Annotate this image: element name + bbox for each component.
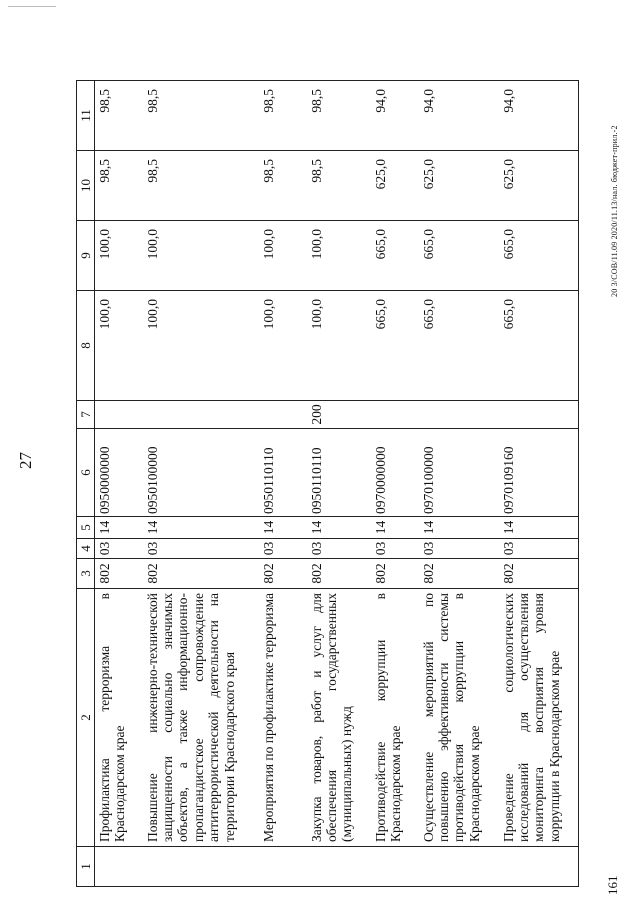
col-header-11: 11 — [77, 81, 95, 151]
cell-c3: 802 — [95, 559, 143, 589]
row-name: Мероприятия по профилактике терроризма — [259, 589, 307, 847]
cell-c11: 98,5 — [307, 81, 371, 151]
cell-c4: 03 — [371, 539, 419, 559]
col-header-2: 2 — [77, 589, 95, 847]
cell-c3: 802 — [419, 559, 499, 589]
col-1-cell — [307, 847, 371, 887]
row-name: Противодействие коррупции в Краснодарском крае — [371, 589, 419, 847]
cell-c11: 94,0 — [419, 81, 499, 151]
table-row — [259, 81, 307, 887]
cell-c11: 98,5 — [143, 81, 259, 151]
cell-c9: 665,0 — [371, 221, 419, 291]
cell-c10: 625,0 — [419, 151, 499, 221]
cell-c9: 665,0 — [419, 221, 499, 291]
table-row — [371, 81, 419, 887]
cell-c10: 98,5 — [259, 151, 307, 221]
row-name: Осуществление мероприятий по повышению эффективности системы противодействия коррупции в Краснодарском крае — [419, 589, 499, 847]
table-row — [95, 81, 143, 887]
cell-c10: 98,5 — [95, 151, 143, 221]
cell-c8: 100,0 — [143, 291, 259, 401]
header-row — [77, 81, 95, 887]
table-row — [499, 81, 579, 887]
cell-c6: 0950110110 — [307, 429, 371, 517]
cell-c9: 100,0 — [95, 221, 143, 291]
cell-c5: 14 — [499, 517, 579, 539]
cell-c8: 665,0 — [499, 291, 579, 401]
col-header-5: 5 — [77, 517, 95, 539]
cell-c6: 0970000000 — [371, 429, 419, 517]
cell-c3: 802 — [259, 559, 307, 589]
cell-c9: 665,0 — [499, 221, 579, 291]
cell-c8: 665,0 — [419, 291, 499, 401]
cell-c7 — [259, 401, 307, 429]
cell-c5: 14 — [95, 517, 143, 539]
footer-code: 20 3/СОВ/11.09 2020/11.13/нал. бюджет-прил.-2 — [610, 125, 619, 297]
row-name: Проведение социологических исследований для осуществления мониторинга восприятия уровня коррупции в Краснодарском крае — [499, 589, 579, 847]
cell-c11: 94,0 — [499, 81, 579, 151]
cell-c7 — [95, 401, 143, 429]
cell-c4: 03 — [95, 539, 143, 559]
row-name: Повышение инженерно-технической защищенности социально значимых объектов, а также информационно-пропагандистское сопровождение антитеррористической деятельности на территории Краснодарского края — [143, 589, 259, 847]
col-1-cell — [499, 847, 579, 887]
cell-c7: 200 — [307, 401, 371, 429]
cell-c9: 100,0 — [143, 221, 259, 291]
cell-c7 — [499, 401, 579, 429]
col-1-cell — [95, 847, 143, 887]
row-name: Закупка товаров, работ и услуг для обеспечения государственных (муниципальных) нужд — [307, 589, 371, 847]
cell-c6: 0970109160 — [499, 429, 579, 517]
cell-c3: 802 — [371, 559, 419, 589]
cell-c6: 0950110110 — [259, 429, 307, 517]
col-header-3: 3 — [77, 559, 95, 589]
col-header-6: 6 — [77, 429, 95, 517]
cell-c3: 802 — [143, 559, 259, 589]
col-header-8: 8 — [77, 291, 95, 401]
cell-c4: 03 — [259, 539, 307, 559]
cell-c8: 100,0 — [95, 291, 143, 401]
page-number: 27 — [16, 452, 35, 469]
cell-c11: 98,5 — [95, 81, 143, 151]
budget-table — [76, 80, 579, 887]
corner-number: 161 — [605, 875, 620, 895]
cell-c5: 14 — [307, 517, 371, 539]
cell-c5: 14 — [419, 517, 499, 539]
cell-c7 — [419, 401, 499, 429]
cell-c9: 100,0 — [259, 221, 307, 291]
col-1-cell — [419, 847, 499, 887]
cell-c11: 94,0 — [371, 81, 419, 151]
col-header-1: 1 — [77, 847, 95, 887]
cell-c7 — [143, 401, 259, 429]
table-row — [419, 81, 499, 887]
col-1-cell — [259, 847, 307, 887]
cell-c6: 0950100000 — [143, 429, 259, 517]
cell-c8: 665,0 — [371, 291, 419, 401]
cell-c8: 100,0 — [307, 291, 371, 401]
cell-c10: 98,5 — [143, 151, 259, 221]
col-1-cell — [143, 847, 259, 887]
cell-c5: 14 — [259, 517, 307, 539]
col-header-9: 9 — [77, 221, 95, 291]
cell-c3: 802 — [499, 559, 579, 589]
rotated-page — [6, 7, 626, 897]
cell-c5: 14 — [143, 517, 259, 539]
cell-c10: 625,0 — [371, 151, 419, 221]
cell-c7 — [371, 401, 419, 429]
cell-c3: 802 — [307, 559, 371, 589]
col-1-cell — [371, 847, 419, 887]
cell-c5: 14 — [371, 517, 419, 539]
cell-c9: 100,0 — [307, 221, 371, 291]
cell-c10: 98,5 — [307, 151, 371, 221]
col-header-10: 10 — [77, 151, 95, 221]
row-name: Профилактика терроризма в Краснодарском крае — [95, 589, 143, 847]
col-header-4: 4 — [77, 539, 95, 559]
table-row — [307, 81, 371, 887]
cell-c4: 03 — [307, 539, 371, 559]
cell-c4: 03 — [143, 539, 259, 559]
cell-c10: 625,0 — [499, 151, 579, 221]
cell-c4: 03 — [419, 539, 499, 559]
col-header-7: 7 — [77, 401, 95, 429]
cell-c4: 03 — [499, 539, 579, 559]
cell-c6: 0950000000 — [95, 429, 143, 517]
cell-c11: 98,5 — [259, 81, 307, 151]
table-row — [143, 81, 259, 887]
cell-c6: 0970100000 — [419, 429, 499, 517]
cell-c8: 100,0 — [259, 291, 307, 401]
